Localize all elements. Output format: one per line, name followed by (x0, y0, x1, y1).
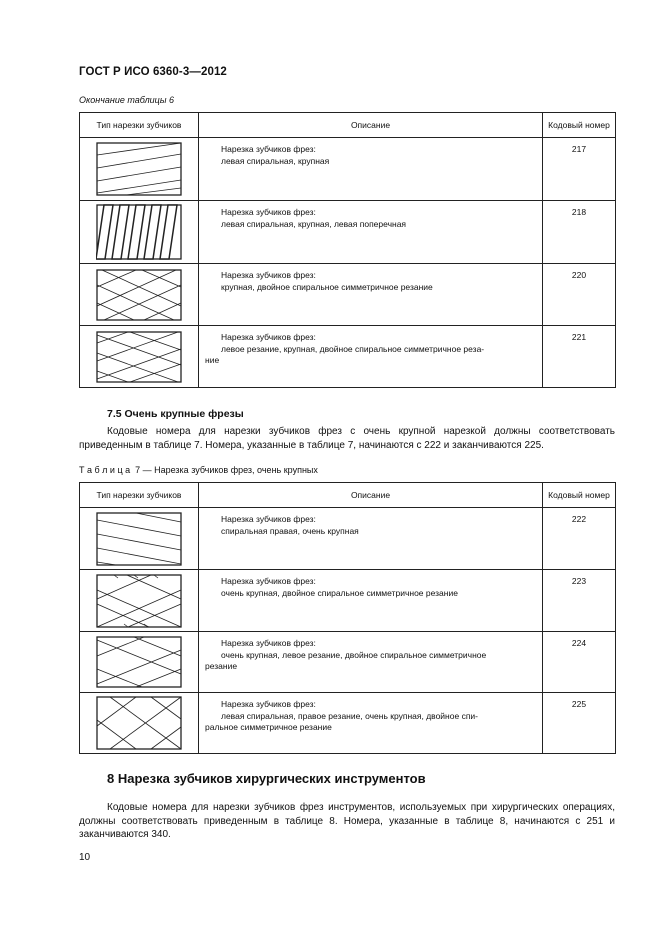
right-spiral-very-coarse-icon (96, 512, 182, 566)
table-7-caption: Т а б л и ц а 7 — Нарезка зубчиков фрез, очень крупных (79, 465, 318, 475)
table-row (80, 508, 616, 570)
very-coarse-double-spiral-icon (96, 574, 182, 628)
very-coarse-left-double-spiral-icon (96, 636, 182, 688)
table-7 (79, 482, 616, 754)
table-6 (79, 112, 616, 388)
table-row (80, 264, 616, 326)
description-line: левое резание, крупная, двойное спиральное симметричное реза- (221, 343, 485, 354)
code-cell: 218 (543, 201, 616, 264)
table-header-row (80, 483, 616, 508)
section-heading-7-5: 7.5 Очень крупные фрезы (107, 408, 244, 420)
description-cell (199, 138, 543, 201)
column-header-pattern: Тип нарезки зубчиков (80, 483, 199, 508)
description-cell (199, 632, 543, 693)
description-line: левая спиральная, крупная (221, 155, 330, 166)
description-line: левая спиральная, правое резание, очень крупная, двойное спи- (221, 710, 478, 721)
pattern-cell (80, 201, 199, 264)
description-line: очень крупная, двойное спиральное симметричное резание (221, 587, 458, 598)
description-line: Нарезка зубчиков фрез: (221, 144, 316, 154)
pattern-cell (80, 264, 199, 326)
column-header-code: Кодовый номер (543, 483, 616, 508)
code-cell: 225 (543, 693, 616, 754)
description-line: Нарезка зубчиков фрез: (221, 638, 316, 648)
description-cell (199, 570, 543, 632)
code-cell: 221 (543, 326, 616, 388)
description-line: Нарезка зубчиков фрез: (221, 514, 316, 524)
pattern-cell (80, 326, 199, 388)
description-line: Нарезка зубчиков фрез: (221, 576, 316, 586)
pattern-cell (80, 138, 199, 201)
code-cell: 222 (543, 508, 616, 570)
description-cell (199, 201, 543, 264)
page-number: 10 (79, 852, 91, 863)
description-line: Нарезка зубчиков фрез: (221, 332, 316, 342)
section-8-paragraph: Кодовые номера для нарезки зубчиков фрез инструментов, используемых при хирургических операциях, должны соответствовать приведенным в таблице 8. Номера, указанные в таблице 8, начинаются с 251 и заканчиваются 340. (79, 802, 615, 840)
code-cell: 217 (543, 138, 616, 201)
left-spiral-right-cut-icon (96, 696, 182, 750)
table-row (80, 138, 616, 201)
code-cell: 220 (543, 264, 616, 326)
table-row (80, 632, 616, 693)
description-cell (199, 508, 543, 570)
column-header-pattern: Тип нарезки зубчиков (80, 113, 199, 138)
table-row (80, 570, 616, 632)
description-line: резание (205, 661, 238, 671)
table-row (80, 693, 616, 754)
pattern-cell (80, 693, 199, 754)
description-line: ральное симметричное резание (205, 722, 332, 732)
table-row (80, 201, 616, 264)
description-cell (199, 264, 543, 326)
column-header-description: Описание (199, 483, 543, 508)
code-cell: 224 (543, 632, 616, 693)
description-line: левая спиральная, крупная, левая поперечная (221, 218, 407, 229)
description-line: Нарезка зубчиков фрез: (221, 699, 316, 709)
left-spiral-coarse-icon (96, 142, 182, 196)
table-row (80, 326, 616, 388)
section-7-5-paragraph: Кодовые номера для нарезки зубчиков фрез с очень крупной нарезкой должны соответствовать приведенным в таблице 7. Номера, указанные в таблице 7, начинаются с 222 и заканчиваются 225. (79, 426, 615, 451)
table-header-row (80, 113, 616, 138)
column-header-code: Кодовый номер (543, 113, 616, 138)
description-cell (199, 326, 543, 388)
description-cell (199, 693, 543, 754)
description-line: спиральная правая, очень крупная (221, 525, 359, 536)
chapter-heading-8: 8 Нарезка зубчиков хирургических инструментов (107, 771, 426, 786)
pattern-cell (80, 570, 199, 632)
description-line: крупная, двойное спиральное симметричное резание (221, 281, 433, 292)
column-header-description: Описание (199, 113, 543, 138)
double-spiral-diamond-icon (96, 269, 182, 321)
description-line: Нарезка зубчиков фрез: (221, 207, 316, 217)
document-header: ГОСТ Р ИСО 6360-3—2012 (79, 66, 227, 78)
code-cell: 223 (543, 570, 616, 632)
description-line: ние (205, 355, 220, 365)
pattern-cell (80, 508, 199, 570)
description-line: Нарезка зубчиков фрез: (221, 270, 316, 280)
left-spiral-cross-cut-icon (96, 204, 182, 260)
left-double-spiral-diamond-icon (96, 331, 182, 383)
pattern-cell (80, 632, 199, 693)
table-6-caption: Окончание таблицы 6 (79, 95, 174, 105)
description-line: очень крупная, левое резание, двойное спиральное симметричное (221, 649, 487, 660)
